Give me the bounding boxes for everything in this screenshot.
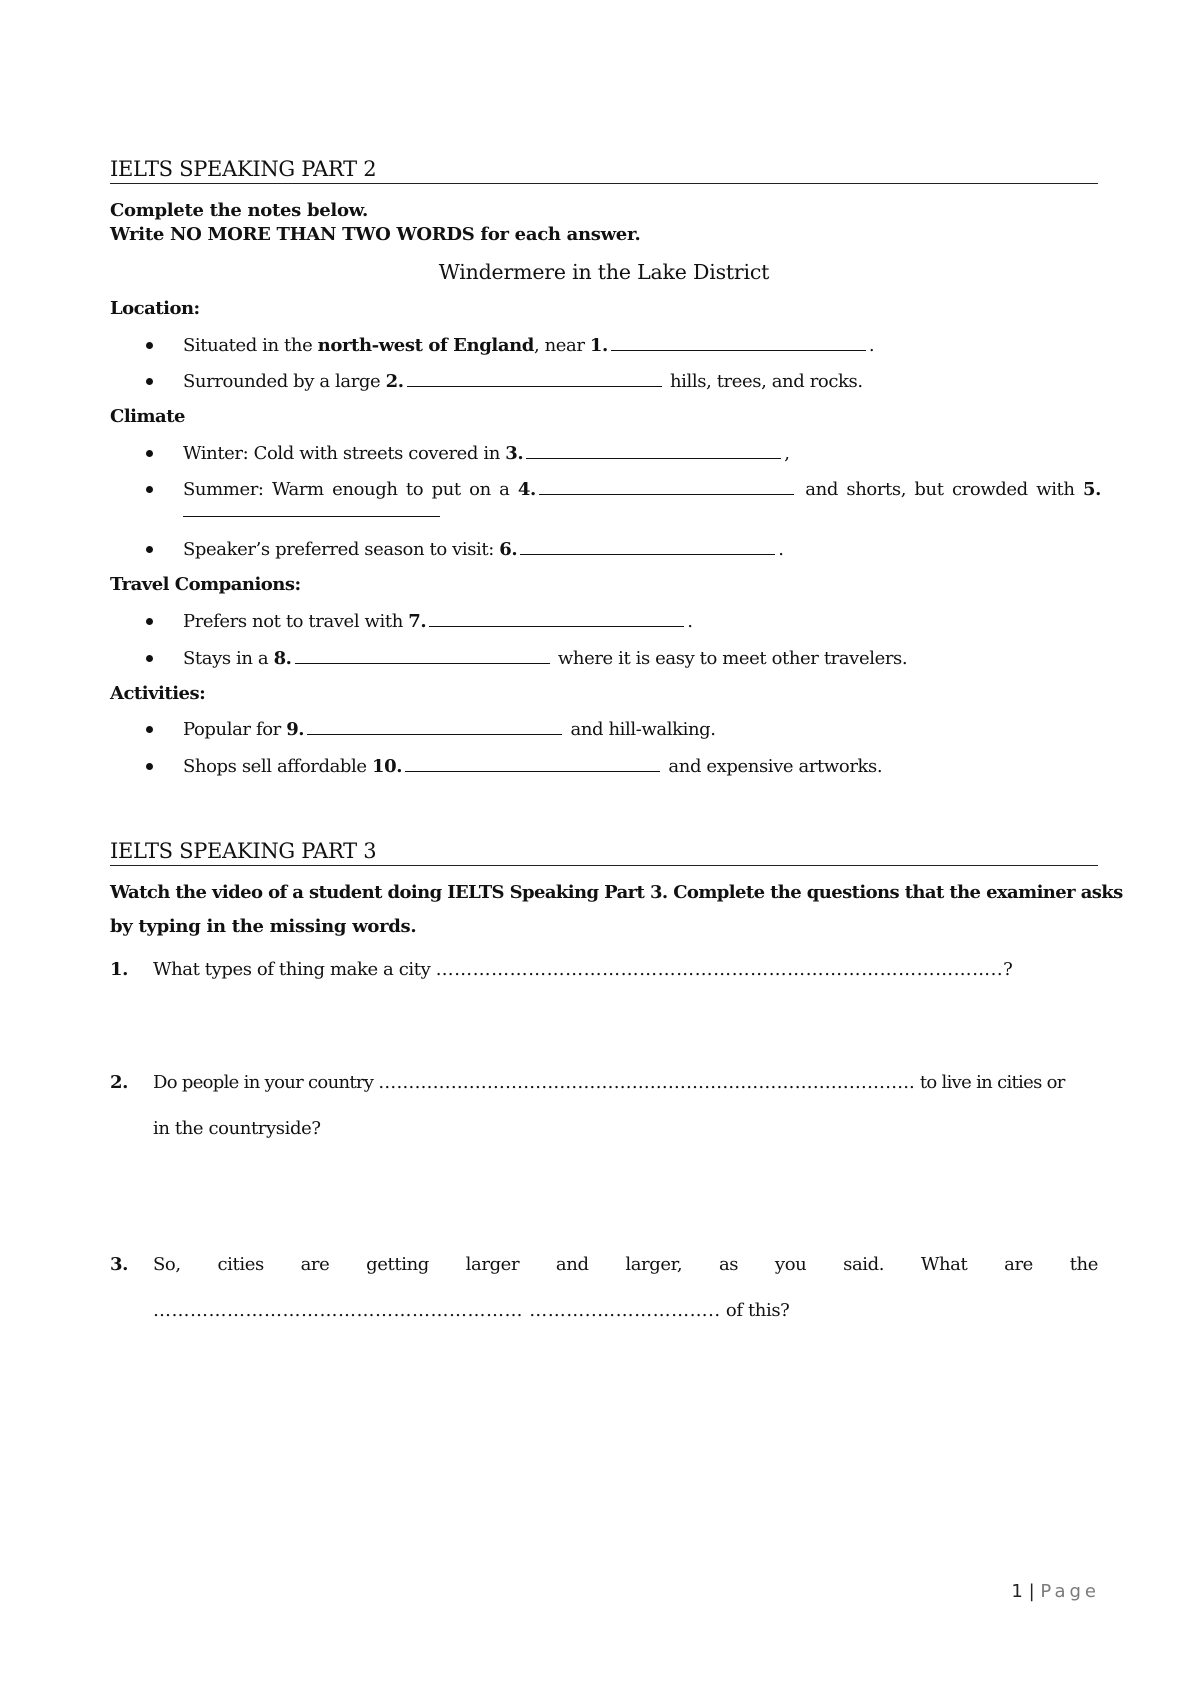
heading-climate: Climate — [110, 406, 185, 427]
bullet-icon — [146, 763, 153, 770]
bullet-climate-2: Summer: Warm enough to put on a 4. and shorts, but crowded with 5. — [146, 478, 1101, 538]
answer-blank-5[interactable] — [183, 500, 440, 517]
fill-in-dots-3[interactable]: …………………………………………………… ………..……………….. — [153, 1300, 721, 1321]
bullet-icon — [146, 450, 153, 457]
answer-blank-4[interactable] — [539, 478, 794, 495]
bullet-icon — [146, 486, 153, 493]
part3-title: IELTS SPEAKING PART 3 — [110, 838, 1098, 866]
heading-companions: Travel Companions: — [110, 574, 301, 595]
fill-in-dots-1[interactable]: ……………………………………………………………………………….. — [435, 959, 1004, 980]
bullet-icon — [146, 726, 153, 733]
bullet-icon — [146, 378, 153, 385]
worksheet-page: IELTS SPEAKING PART 2 Complete the notes below. Write NO MORE THAN TWO WORDS for each answer. Windermere in the Lake District Location: Situated in the north-west of England, near 1. . Surrounded by a large 2. hills, trees, and rocks. Climate Winter: Cold with streets covered in 3. , Summer: Warm enough to put on a 4. and shorts, but crowded with 5. Speaker’s preferred season to visit: 6. . Travel Companions: Prefers not to travel with 7. . Stays in a 8. where it is easy to meet other travelers. Activities: Popular for 9. and hill-walking. Shops sell affordable 10. and expensive artworks. IELTS SPEAKING PART 3 Watch the video of a student doing IELTS Speaking Part 3. Complete the questions that the examiner asks by typing in the missing words. 1. What types of thing make a city ………………………………………………………………………………..? 2. Do people in your country …………………………………………………………………………….. to live in cities or in the countryside? 3. So, cities are getting larger and larger, as you said. What are the …………………………………………………… ………..……………….. of this? — [110, 157, 1123, 1321]
answer-blank-1[interactable] — [611, 334, 866, 351]
heading-location: Location: — [110, 298, 200, 319]
part2-instruction-1: Complete the notes below. — [110, 200, 369, 221]
page-footer — [1011, 1581, 1100, 1602]
answer-blank-9[interactable] — [307, 718, 562, 735]
answer-blank-3[interactable] — [526, 442, 781, 459]
bullet-icon — [146, 655, 153, 662]
part3-instruction-1: Watch the video of a student doing IELTS Speaking Part 3. Complete the questions that the examiner asks — [110, 882, 1123, 903]
footer-separator: | — [1028, 1581, 1035, 1602]
part2-title: IELTS SPEAKING PART 2 — [110, 156, 1098, 184]
answer-blank-10[interactable] — [405, 755, 660, 772]
fill-in-dots-2[interactable]: …………………………………………………………………………….. — [378, 1072, 915, 1093]
bullet-icon — [146, 546, 153, 553]
heading-activities: Activities: — [110, 683, 206, 704]
page-number: 1 — [1011, 1581, 1023, 1602]
answer-blank-2[interactable] — [407, 370, 662, 387]
answer-blank-6[interactable] — [520, 538, 775, 555]
part2-instruction-2: Write NO MORE THAN TWO WORDS for each answer. — [110, 224, 641, 245]
bullet-icon — [146, 342, 153, 349]
answer-blank-7[interactable] — [429, 610, 684, 627]
topic-title: Windermere in the Lake District — [438, 260, 770, 284]
part3-instruction-2: by typing in the missing words. — [110, 916, 417, 937]
page-label: Page — [1040, 1581, 1100, 1602]
bullet-icon — [146, 618, 153, 625]
answer-blank-8[interactable] — [295, 647, 550, 664]
